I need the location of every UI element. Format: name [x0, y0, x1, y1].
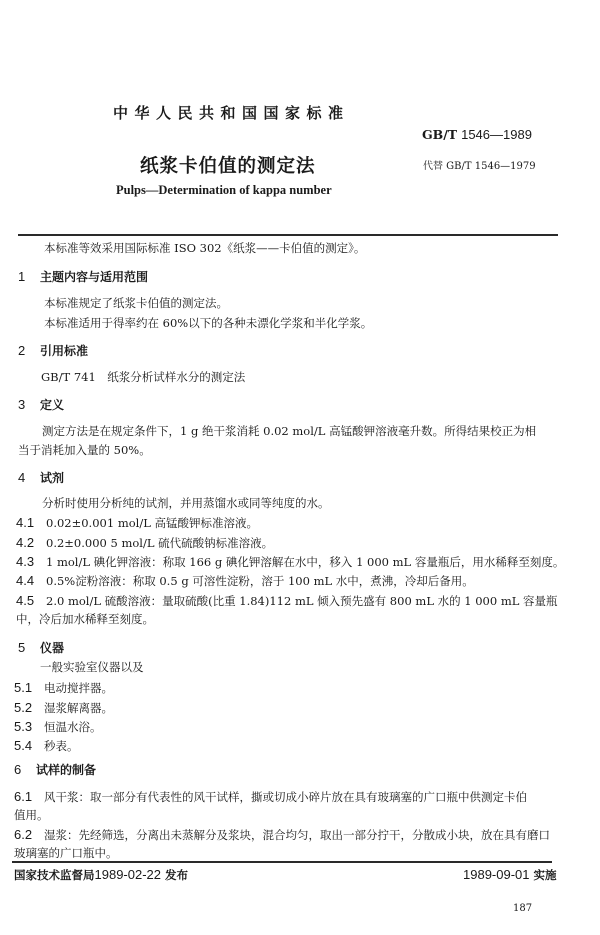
document-title-zh: 纸浆卡伯值的测定法 — [140, 156, 316, 177]
section-heading-4: 4 试剂 — [18, 470, 65, 485]
section-heading-2: 2 引用标准 — [18, 343, 89, 358]
section-heading-3: 3 定义 — [18, 397, 65, 412]
replaces-standard: 代替 GB/T 1546—1979 — [423, 161, 536, 172]
section-1-paragraph: 本标准适用于得率约在 60%以下的各种未漂化学浆和半化学浆。 — [44, 316, 373, 330]
section-heading-6: 6 试样的制备 — [14, 762, 97, 777]
section-heading-1: 1 主题内容与适用范围 — [18, 269, 149, 284]
list-item-4-3: 4.3 1 mol/L 碘化钾溶液：称取 166 g 碘化钾溶解在水中，移入 1 000 mL 容量瓶后，用水稀释至刻度。 — [16, 554, 565, 569]
list-item-5-3: 5.3 恒温水浴。 — [14, 719, 102, 734]
referenced-standard: GB/T 741 纸浆分析试样水分的测定法 — [41, 370, 246, 384]
effective-info — [463, 867, 557, 883]
issuer: 国家技术监督局 — [14, 868, 95, 882]
list-item-6-2-cont: 玻璃塞的广口瓶中。 — [14, 846, 118, 860]
list-item-6-1: 6.1 风干浆：取一部分有代表性的风干试样，撕或切成小碎片放在具有玻璃塞的广口瓶中供测定卡伯 — [14, 789, 527, 804]
list-item-4-1: 4.1 0.02±0.001 mol/L 高锰酸钾标准溶液。 — [16, 515, 258, 530]
list-item-4-5: 4.5 2.0 mol/L 硫酸溶液：量取硫酸(比重 1.84)112 mL 倾入预先盛有 800 mL 水的 1 000 mL 容量瓶 — [16, 593, 558, 608]
standard-number-prefix: GB/T — [422, 127, 458, 142]
list-item-4-5-cont: 中，冷后加水稀释至刻度。 — [16, 612, 154, 626]
section-heading-5: 5 仪器 — [18, 640, 65, 655]
effective-label: 实施 — [533, 868, 557, 882]
intro-paragraph: 本标准等效采用国际标准 ISO 302《纸浆——卡伯值的测定》。 — [44, 241, 366, 255]
list-item-4-4: 4.4 0.5%淀粉溶液：称取 0.5 g 可溶性淀粉，溶于 100 mL 水中，煮沸，冷却后备用。 — [16, 573, 474, 588]
top-divider — [18, 234, 558, 236]
list-item-5-4: 5.4 秒表。 — [14, 738, 79, 753]
list-item-4-2: 4.2 0.2±0.000 5 mol/L 硫代硫酸钠标准溶液。 — [16, 535, 274, 550]
list-item-6-2: 6.2 湿浆：先经筛选，分离出未蒸解分及浆块，混合均匀，取出一部分拧干，分散成小块，放在具有磨口 — [14, 827, 550, 842]
standard-number — [422, 127, 532, 142]
effective-date: 1989-09-01 — [463, 867, 530, 882]
issue-label: 发布 — [165, 868, 189, 882]
list-item-6-1-cont: 值用。 — [14, 808, 49, 822]
issue-date: 1989-02-22 — [94, 867, 161, 882]
list-item-5-2: 5.2 湿浆解离器。 — [14, 700, 113, 715]
standard-number-value: 1546—1989 — [461, 127, 532, 142]
definition-paragraph: 测定方法是在规定条件下，1 g 绝干浆消耗 0.02 mol/L 高锰酸钾溶液毫升数。所得结果校正为相 — [42, 424, 537, 438]
country-standard-heading: 中华人民共和国国家标准 — [113, 104, 350, 122]
list-item-5-1: 5.1 电动搅拌器。 — [14, 680, 113, 695]
document-title-en: Pulps—Determination of kappa number — [116, 183, 332, 197]
definition-paragraph-cont: 当于消耗加入量的 50%。 — [18, 443, 151, 457]
bottom-divider — [12, 861, 552, 863]
issue-info — [14, 867, 188, 883]
page-number: 187 — [513, 903, 533, 914]
section-1-paragraph: 本标准规定了纸浆卡伯值的测定法。 — [44, 296, 228, 310]
apparatus-note: 一般实验室仪器以及 — [40, 660, 144, 674]
reagents-note: 分析时使用分析纯的试剂，并用蒸馏水或同等纯度的水。 — [42, 496, 330, 510]
